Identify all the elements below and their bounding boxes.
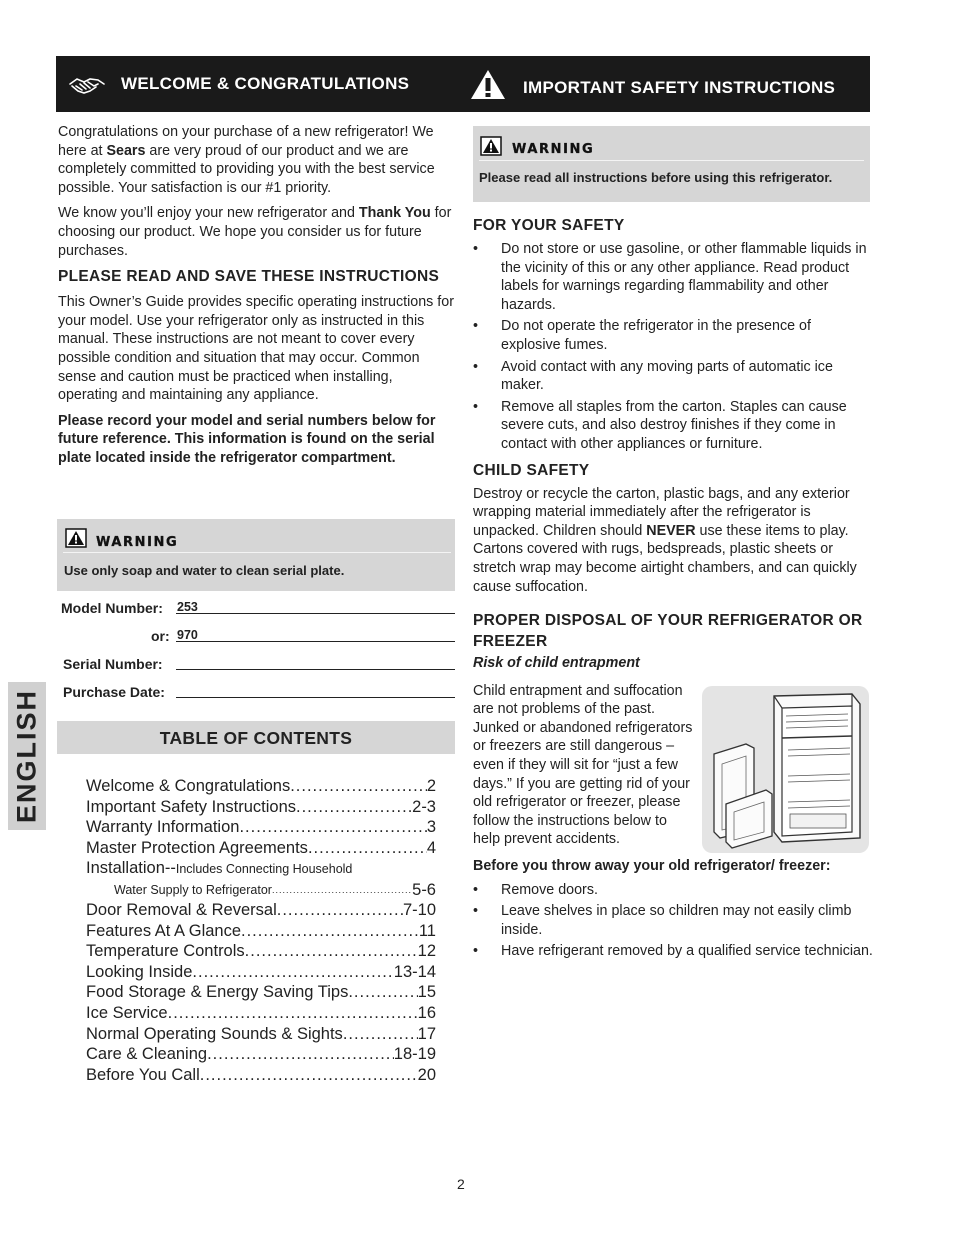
- for-your-safety-heading: FOR YOUR SAFETY: [473, 217, 625, 234]
- warning-body: Use only soap and water to clean serial plate.: [64, 563, 345, 578]
- page-number: 2: [457, 1176, 465, 1192]
- alt-model-number-value: 970: [177, 628, 198, 642]
- language-tab-label: ENGLISH: [11, 688, 42, 824]
- disposal-paragraph: Child entrapment and suffocation are not problems of the past. Junked or abandoned refrigerators or freezers are still dangerous – even if they will sit for “just a few days.” If you are getting rid of your old refrigerator or freezer, please follow the instructions below to help prevent accidents.: [473, 682, 693, 848]
- warning-body: Please read all instructions before using this refrigerator.: [479, 170, 833, 185]
- toc-item[interactable]: Care & Cleaning ..... 18-19: [86, 1044, 436, 1065]
- section-header-bar: [56, 56, 870, 112]
- refrigerator-icon: [702, 686, 869, 853]
- toc-item[interactable]: Food Storage & Energy Saving Tips ..... 15: [86, 982, 436, 1003]
- child-safety-paragraph: Destroy or recycle the carton, plastic bags, and any exterior wrapping material immediately after the refrigerator is unpacked. Children should NEVER use these items to play. Cartons covered with rugs, bedspreads, plastic sheets or stretch wrap may become airtight chambers, and can quickly cause suffocation.: [473, 485, 857, 595]
- warning-divider: [479, 160, 864, 161]
- list-item: • Do not store or use gasoline, or other flammable liquids in the vicinity of this or any other appliance. Read product labels for warnings regarding flammability and other hazards.: [473, 240, 873, 314]
- warning-icon: [65, 528, 87, 553]
- list-item: • Remove doors.: [473, 881, 873, 900]
- toc-item[interactable]: Water Supply to Refrigerator ..... 5-6: [86, 880, 436, 900]
- list-item: • Avoid contact with any moving parts of automatic ice maker.: [473, 358, 873, 395]
- serial-number-field[interactable]: [176, 653, 455, 670]
- disposal-subheading: Risk of child entrapment: [473, 655, 640, 672]
- toc-item[interactable]: Features At A Glance ..... 11: [86, 921, 436, 942]
- alt-model-number-label: or:: [151, 628, 170, 644]
- warning-icon: [480, 136, 502, 161]
- toc-item[interactable]: Looking Inside ..... 13-14: [86, 962, 436, 983]
- serial-number-label: Serial Number:: [63, 656, 163, 672]
- handshake-icon: [68, 74, 106, 101]
- warning-divider: [63, 552, 451, 553]
- purchase-date-field[interactable]: [176, 681, 455, 698]
- read-save-heading: PLEASE READ AND SAVE THESE INSTRUCTIONS: [58, 268, 440, 286]
- list-item: • Remove all staples from the carton. Staples can cause severe cuts, and also destroy finishes if they come in contact with other appliances or furniture.: [473, 398, 873, 454]
- before-throw-away-heading: Before you throw away your old refrigerator/ freezer:: [473, 858, 831, 875]
- warning-label: WARNING: [512, 142, 595, 157]
- toc-title: TABLE OF CONTENTS: [57, 721, 455, 754]
- disposal-bullet-list: [473, 881, 873, 961]
- refrigerator-illustration: [702, 686, 869, 853]
- warning-triangle-icon: [469, 68, 507, 106]
- list-item: • Leave shelves in place so children may not easily climb inside.: [473, 902, 873, 939]
- welcome-header-title: WELCOME & CONGRATULATIONS: [121, 74, 410, 93]
- model-number-label: Model Number:: [61, 600, 163, 616]
- toc-item[interactable]: Normal Operating Sounds & Sights ..... 17: [86, 1024, 436, 1045]
- model-number-value: 253: [177, 600, 198, 614]
- disposal-heading: PROPER DISPOSAL OF YOUR REFRIGERATOR OR FREEZER: [473, 612, 863, 651]
- toc-item[interactable]: Welcome & Congratulations ..... 2: [86, 776, 436, 797]
- safety-bullet-list: [473, 240, 873, 454]
- toc-item[interactable]: Ice Service ..... 16: [86, 1003, 436, 1024]
- child-safety-heading: CHILD SAFETY: [473, 461, 590, 479]
- toc-item[interactable]: Important Safety Instructions ..... 2-3: [86, 797, 436, 818]
- purchase-date-label: Purchase Date:: [63, 684, 165, 700]
- toc-item[interactable]: Warranty Information ..... 3: [86, 817, 436, 838]
- welcome-section: [58, 123, 456, 475]
- record-numbers-paragraph: Please record your model and serial numbers below for future reference. This information is found on the serial plate located inside the refrigerator compartment.: [58, 412, 436, 466]
- alt-model-number-field[interactable]: [176, 625, 455, 642]
- warning-label: WARNING: [96, 535, 179, 550]
- warning-box-read-instructions: [473, 126, 870, 202]
- welcome-paragraph-2: We know you’ll enjoy your new refrigerator and Thank You for choosing our product. We hope you consider us for future purchases.: [58, 205, 452, 259]
- toc-item[interactable]: Master Protection Agreements ..... 4: [86, 838, 436, 859]
- list-item: • Do not operate the refrigerator in the presence of explosive fumes.: [473, 317, 873, 354]
- toc-item[interactable]: Installation--Includes Connecting Household: [86, 859, 353, 878]
- toc-item[interactable]: Before You Call ..... 20: [86, 1065, 436, 1086]
- safety-header-title: IMPORTANT SAFETY INSTRUCTIONS: [523, 78, 836, 97]
- warning-box-serial-plate: [57, 519, 455, 591]
- toc-item[interactable]: Door Removal & Reversal ..... 7-10: [86, 900, 436, 921]
- owners-guide-paragraph: This Owner’s Guide provides specific operating instructions for your model. Use your refrigerator only as instructed in this manual. These instructions are not meant to cover every possible condition and situation that may occur. Common sense and caution must be practiced when installing, operating and maintaining any appliance.: [58, 294, 454, 404]
- welcome-paragraph-1: Congratulations on your purchase of a new refrigerator! We here at Sears are very proud of our product and we are completely committed to providing you with the best service possible. Your satisfaction is our #1 priority.: [58, 124, 435, 196]
- toc-item[interactable]: Temperature Controls ..... 12: [86, 941, 436, 962]
- table-of-contents: [86, 776, 436, 1085]
- list-item: • Have refrigerant removed by a qualified service technician.: [473, 942, 873, 961]
- model-number-field[interactable]: [176, 597, 455, 614]
